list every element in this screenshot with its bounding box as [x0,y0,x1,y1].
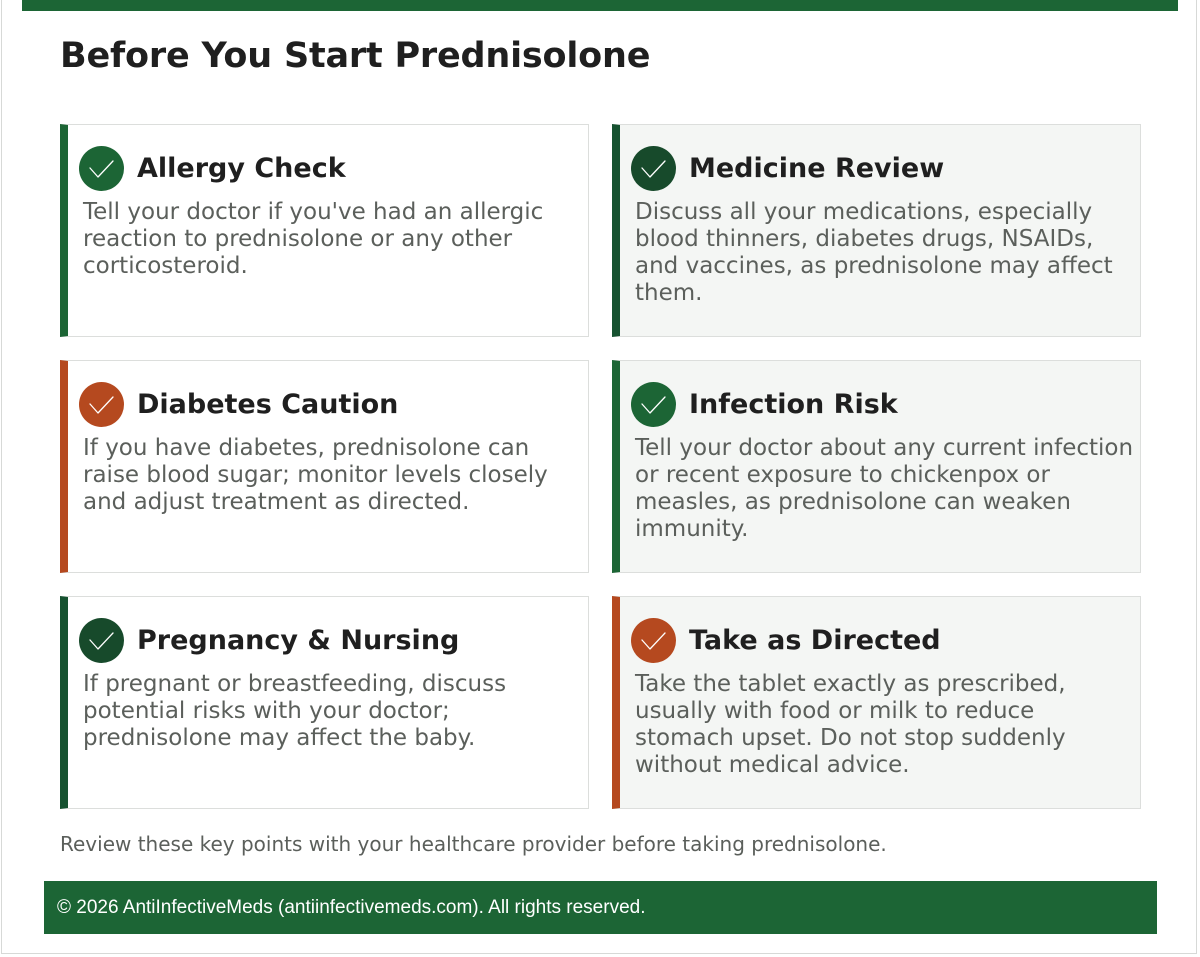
card-title: Medicine Review [689,153,945,184]
card-body: Tell your doctor if you've had an allergic reaction to prednisolone or any other corticosteroid. [83,199,544,279]
card-body: If pregnant or breastfeeding, discuss potential risks with your doctor; prednisolone may affect the baby. [83,671,507,751]
page-title: Before You Start Prednisolone [60,36,651,76]
card-pregnancy-nursing [60,596,589,809]
check-icon [79,618,124,663]
card-title: Infection Risk [689,389,898,420]
check-icon [79,382,124,427]
check-icon [631,146,676,191]
card-body: Tell your doctor about any current infection or recent exposure to chickenpox or measles, as prednisolone can weaken immunity. [635,435,1134,542]
footer-bar [44,881,1157,934]
card-allergy-check [60,124,589,337]
card-title: Pregnancy & Nursing [137,625,460,656]
card-infection-risk [612,360,1141,573]
check-icon [631,382,676,427]
card-diabetes-caution [60,360,589,573]
card-title: Diabetes Caution [137,389,399,420]
top-accent-bar [22,0,1178,11]
card-take-as-directed [612,596,1141,809]
card-body: Take the tablet exactly as prescribed, usually with food or milk to reduce stomach upset. Do not stop suddenly without medical advice. [635,671,1066,778]
check-icon [79,146,124,191]
card-medicine-review [612,124,1141,337]
card-body: Discuss all your medications, especially blood thinners, diabetes drugs, NSAIDs, and vaccines, as prednisolone may affect them. [635,199,1113,306]
footnote: Review these key points with your healthcare provider before taking prednisolone. [60,832,887,856]
check-icon [631,618,676,663]
card-title: Take as Directed [689,625,941,656]
copyright-text: © 2026 AntiInfectiveMeds (antiinfectivemeds.com). All rights reserved. [57,897,646,918]
card-title: Allergy Check [137,153,346,184]
card-body: If you have diabetes, prednisolone can raise blood sugar; monitor levels closely and adjust treatment as directed. [83,435,548,515]
